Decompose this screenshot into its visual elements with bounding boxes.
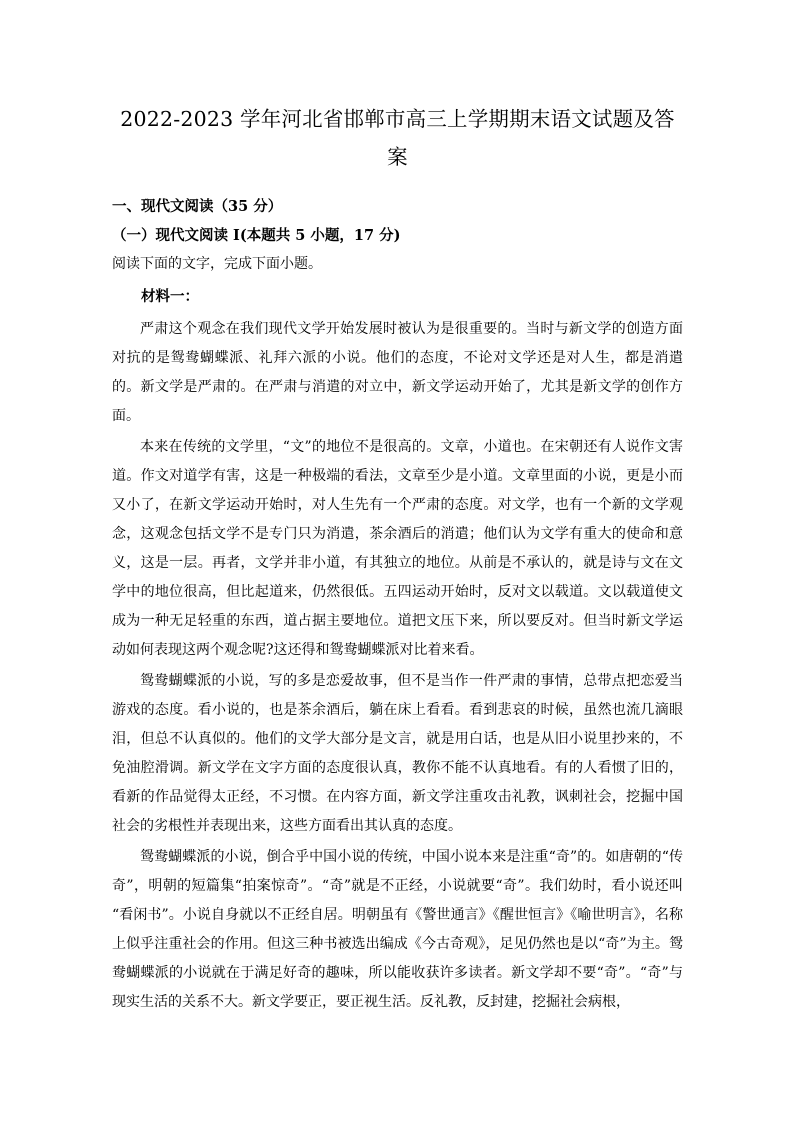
section-heading-modern-reading: 一、现代文阅读（35 分） bbox=[112, 198, 283, 215]
body-paragraph: 严肃这个观念在我们现代文学开始发展时被认为是很重要的。当时与新文学的创造方面对抗的是鸳鸯蝴蝶派、礼拜六派的小说。他们的态度，不论对文学还是对人生，都是消遣的。新文学是严肃的。在严肃与消遣的对立中，新文学运动开始了，尤其是新文学的创作方面。 bbox=[112, 321, 683, 424]
body-paragraph: 鸳鸯蝴蝶派的小说，写的多是恋爱故事，但不是当作一件严肃的事情，总带点把恋爱当游戏的态度。看小说的，也是茶余酒后，躺在床上看看。看到悲哀的时候，虽然也流几滴眼泪，但总不认真似的。他们的文学大部分是文言，就是用白话，也是从旧小说里抄来的，不免油腔滑调。新文学在文字方面的态度很认真，教你不能不认真地看。有的人看惯了旧的，看新的作品觉得太正经，不习惯。在内容方面，新文学注重攻击礼教，讽刺社会，挖掘中国社会的劣根性并表现出来，这些方面看出其认真的态度。 bbox=[112, 673, 683, 834]
body-paragraph: 鸳鸯蝴蝶派的小说，倒合乎中国小说的传统，中国小说本来是注重“奇”的。如唐朝的“传奇”，明朝的短篇集“拍案惊奇”。“奇”就是不正经，小说就要“奇”。我们幼时，看小说还叫“看闲书”。小说自身就以不正经自居。明朝虽有《警世通言》《醒世恒言》《喻世明言》，名称上似乎注重社会的作用。但这三种书被选出编成《今古奇观》，足见仍然也是以“奇”为主。鸳鸯蝴蝶派的小说就在于满足好奇的趣味，所以能收获许多读者。新文学却不要“奇”。“奇”与现实生活的关系不大。新文学要正，要正视生活。反礼教，反封建，挖掘社会病根， bbox=[112, 849, 683, 1010]
sub-heading-modern-reading-one: （一）现代文阅读 I(本题共 5 小题，17 分) bbox=[112, 227, 401, 244]
page-title: 2022-2023 学年河北省邯郸市高三上学期期末语文试题及答案 bbox=[120, 107, 675, 169]
page-content-area bbox=[112, 100, 683, 1017]
body-paragraph-list bbox=[112, 315, 683, 1017]
body-paragraph: 本来在传统的文学里，“文”的地位不是很高的。文章，小道也。在宋朝还有人说作文害道。作文对道学有害，这是一种极端的看法，文章至少是小道。文章里面的小说，更是小而又小了，在新文学运动开始时，对人生先有一个严肃的态度。对文学，也有一个新的文学观念，这观念包括文学不是专门只为消遣，茶余酒后的消遣；他们认为文学有重大的使命和意义，这是一层。再者，文学并非小道，有其独立的地位。从前是不承认的，就是诗与文在文学中的地位很高，但比起道来，仍然很低。五四运动开始时，反对文以载道。文以载道使文成为一种无足轻重的东西，道占据主要地位。道把文压下来，所以要反对。但当时新文学运动如何表现这两个观念呢?这还得和鸳鸯蝴蝶派对比着来看。 bbox=[112, 439, 683, 658]
material-label: 材料一： bbox=[141, 288, 199, 305]
reading-instruction: 阅读下面的文字，完成下面小题。 bbox=[112, 256, 322, 272]
